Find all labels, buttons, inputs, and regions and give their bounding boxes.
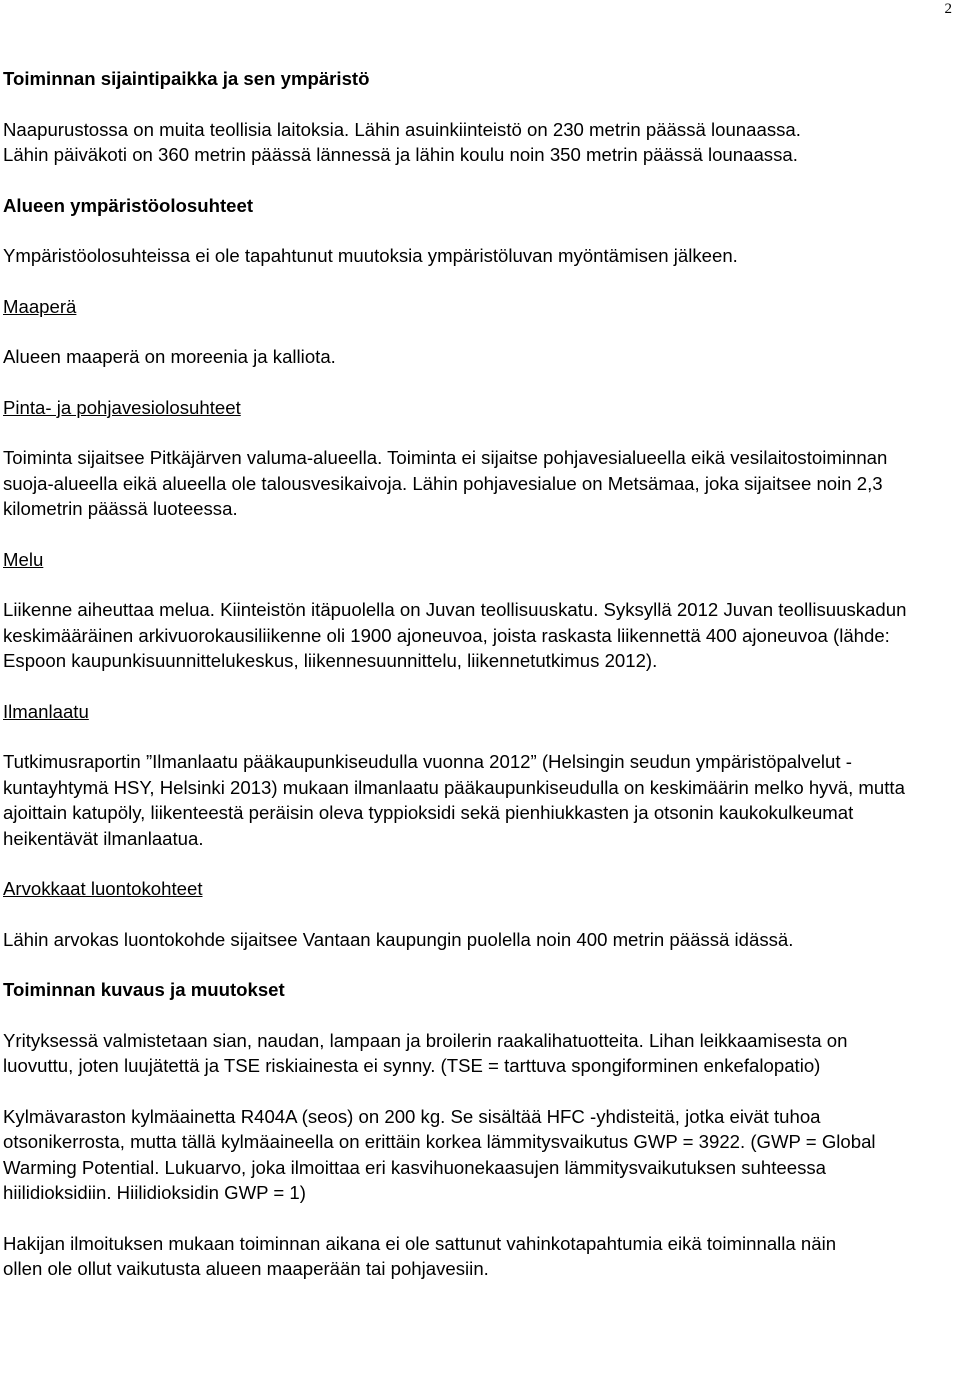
document-body	[3, 66, 918, 1282]
heading-activity: Toiminnan kuvaus ja muutokset	[3, 979, 285, 1000]
subheading-air: Ilmanlaatu	[3, 700, 89, 722]
paragraph-location: Naapurustossa on muita teollisia laitoksia. Lähin asuinkiinteistö on 230 metrin päässä lounaassa. Lähin päiväkoti on 360 metrin päässä lännessä ja lähin koulu noin 350 metrin päässä lounaassa.	[3, 118, 801, 165]
heading-location: Toiminnan sijaintipaikka ja sen ympäristö	[3, 68, 370, 89]
page-number: 2	[944, 1, 952, 17]
spacer	[3, 851, 918, 876]
paragraph-activity-2: Kylmävaraston kylmäainetta R404A (seos) on 200 kg. Se sisältää HFC -yhdisteitä, jotka eivät tuhoa otsonikerrosta, mutta tällä kylmäaineella on erittäin korkea lämmitysvaikutus GWP = 3922. (GWP = Global Warming Potential. Lukuarvo, joka ilmoittaa eri kasvihuonekaasujen lämmitysvaikutuksen suhteessa hiilidioksidiin. Hiilidioksidin GWP = 1)	[3, 1105, 876, 1203]
spacer	[3, 218, 918, 243]
spacer	[3, 168, 918, 193]
spacer	[3, 1079, 918, 1104]
paragraph-activity-1: Yrityksessä valmistetaan sian, naudan, lampaan ja broilerin raakalihatuotteita. Lihan leikkaamisesta on luovuttu, joten luujätettä ja TSE riskiainesta ei synny. (TSE = tarttuva spongiforminen enkefalopatio)	[3, 1029, 848, 1076]
paragraph-nature: Lähin arvokas luontokohde sijaitsee Vantaan kaupungin puolella noin 400 metrin päässä idässä.	[3, 928, 794, 950]
spacer	[3, 572, 918, 597]
spacer	[3, 902, 918, 927]
paragraph-water: Toiminta sijaitsee Pitkäjärven valuma-alueella. Toiminta ei sijaitse pohjavesialueella eikä vesilaitostoiminnan suoja-alueella eikä alueella ole talousvesikaivoja. Lähin pohjavesialue on Metsämaa, joka sijaitsee noin 2,3 kilometrin päässä luoteessa.	[3, 447, 888, 519]
spacer	[3, 952, 918, 977]
spacer	[3, 269, 918, 294]
subheading-water: Pinta- ja pohjavesiolosuhteet	[3, 396, 241, 418]
heading-environment: Alueen ympäristöolosuhteet	[3, 194, 254, 216]
paragraph-air: Tutkimusraportin ”Ilmanlaatu pääkaupunkiseudulla vuonna 2012” (Helsingin seudun ympäristöpalvelut -kuntayhtymä HSY, Helsinki 2013) mukaan ilmanlaatu pääkaupunkiseudulla on keskimäärin melko hyvä, mutta ajoittain katupöly, liikenteestä peräisin oleva typpioksidi sekä pienhiukkasten ja otsonin kaukokulkeumat heikentävät ilmanlaatua.	[3, 751, 905, 849]
spacer	[3, 522, 918, 547]
spacer	[3, 1206, 918, 1231]
paragraph-soil: Alueen maaperä on moreenia ja kalliota.	[3, 346, 336, 367]
subheading-noise: Melu	[3, 548, 44, 570]
spacer	[3, 370, 918, 395]
spacer	[3, 319, 918, 344]
spacer	[3, 724, 918, 749]
subheading-nature: Arvokkaat luontokohteet	[3, 878, 203, 899]
paragraph-environment: Ympäristöolosuhteissa ei ole tapahtunut muutoksia ympäristöluvan myöntämisen jälkeen.	[3, 245, 738, 266]
spacer	[3, 420, 918, 445]
subheading-soil: Maaperä	[3, 295, 77, 317]
paragraph-noise: Liikenne aiheuttaa melua. Kiinteistön itäpuolella on Juvan teollisuuskatu. Syksyllä 2012 Juvan teollisuuskadun keskimääräinen arkivuorokausiliikenne oli 1900 ajoneuvoa, joista raskasta liikennettä 400 ajoneuvoa (lähde: Espoon kaupunkisuunnittelukeskus, liikennesuunnittelu, liikennetutkimus 2012).	[3, 599, 907, 671]
spacer	[3, 674, 918, 699]
spacer	[3, 92, 918, 117]
paragraph-activity-3: Hakijan ilmoituksen mukaan toiminnan aikana ei ole sattunut vahinkotapahtumia eikä toiminnalla näin ollen ole ollut vaikutusta alueen maaperään tai pohjavesiin.	[3, 1232, 837, 1279]
spacer	[3, 1003, 918, 1028]
